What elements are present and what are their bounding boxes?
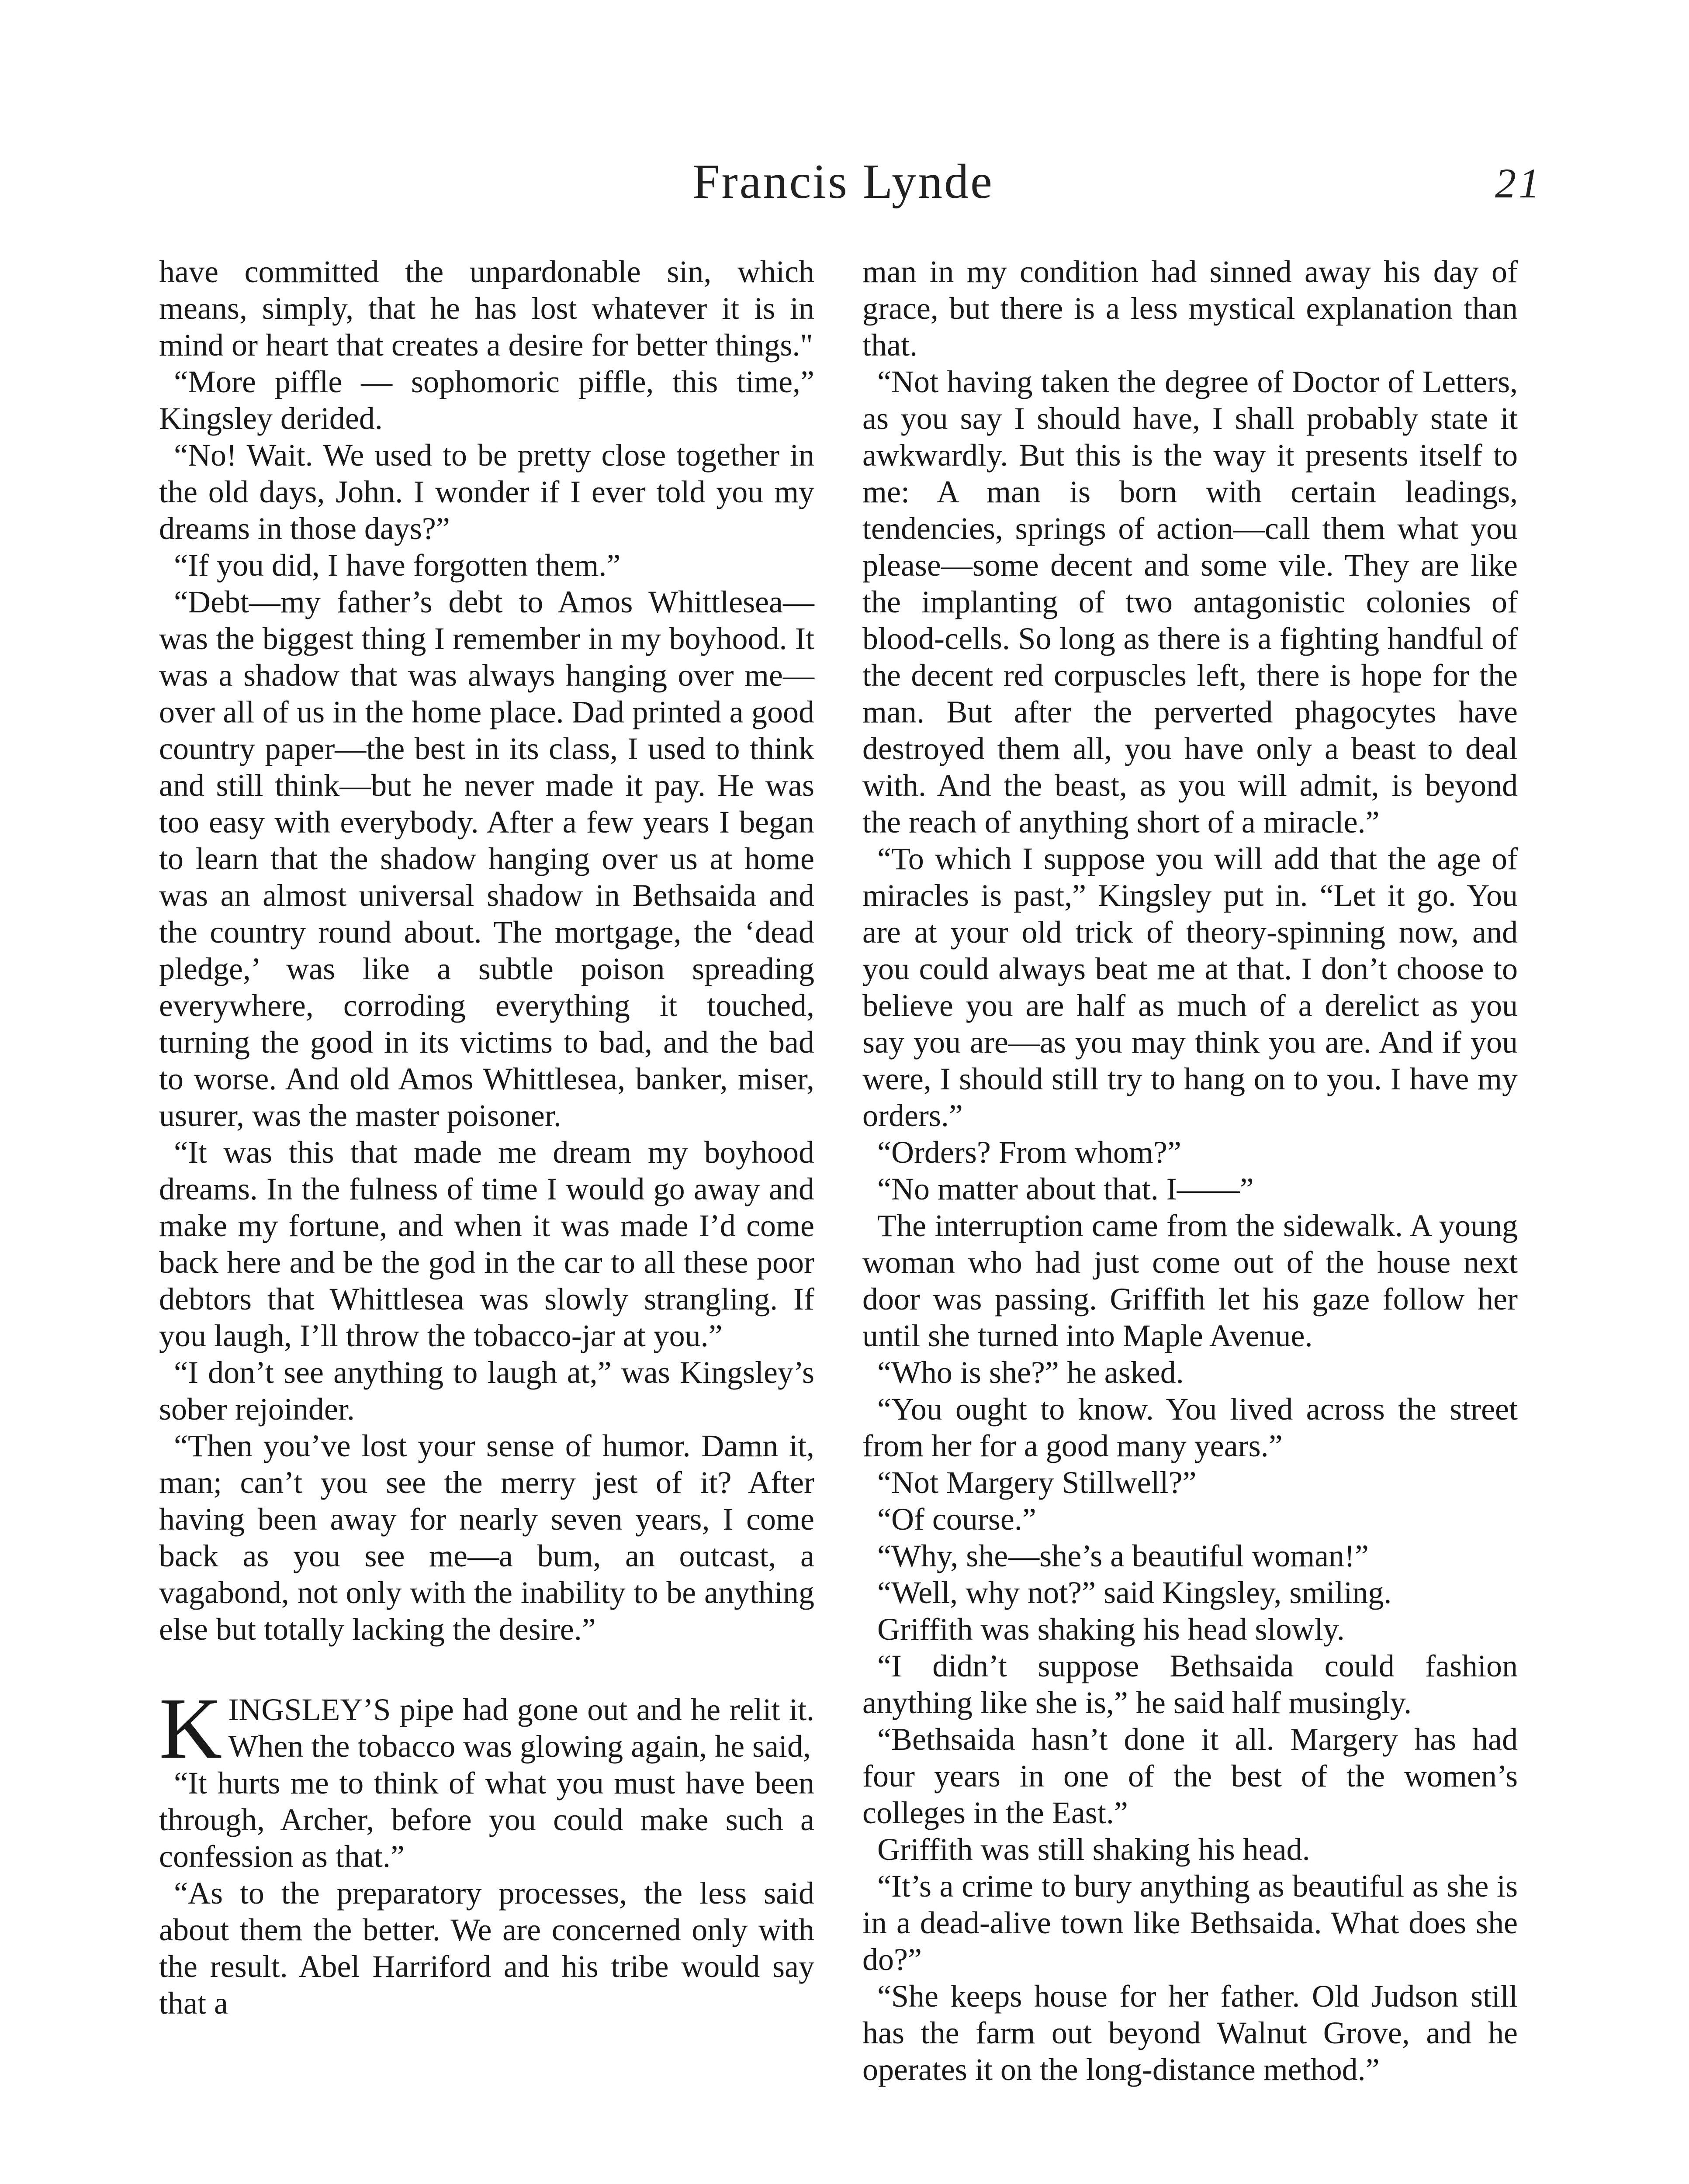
paragraph: “Of course.” [877,1502,1036,1537]
paragraph: “To which I suppose you will add that the age of miracles is past,” Kingsley put in. “Let it go. You are at your old trick of theory-spinning now, and you could always beat me at that. I don’t choose to believe you are half as much of a derelict as you say you are—as you may think you are. And if you were, I should still try to hang on to you. I have my orders.” [862,841,1518,1133]
section-opening-paragraph [159,1680,814,1777]
left-column [159,253,814,2022]
paragraph: “More piffle — sophomoric piffle, this time,” Kingsley derided. [159,364,814,436]
running-header-author: Francis Lynde [692,155,994,209]
drop-cap: K [159,1680,222,1777]
paragraph: “Not Margery Stillwell?” [877,1465,1197,1500]
right-column [862,253,1518,2088]
paragraph: “I don’t see anything to laugh at,” was Kingsley’s sober rejoinder. [159,1355,814,1427]
paragraph: “It was this that made me dream my boyhood dreams. In the fulness of time I would go away and make my fortune, and when it was made I’d come back here and be the god in the car to all these poor debtors that Whittlesea was slowly strangling. If you laugh, I’ll throw the tobacco-jar at you.” [159,1135,814,1353]
paragraph: “It’s a crime to bury anything as beautiful as she is in a dead-alive town like Bethsaida. What does she do?” [862,1869,1518,1977]
paragraph: “Orders? From whom?” [877,1135,1181,1170]
paragraph: have committed the unpardonable sin, which means, simply, that he has lost whatever it is in mind or heart that creates a desire for better things." [159,254,814,363]
paragraph: “No! Wait. We used to be pretty close together in the old days, John. I wonder if I ever told you my dreams in those days?” [159,438,814,546]
paragraph: The interruption came from the sidewalk. A young woman who had just come out of the house next door was passing. Griffith let his gaze follow her until she turned into Maple Avenue. [862,1208,1518,1353]
paragraph: “As to the preparatory processes, the less said about them the better. We are concerned only with the result. Abel Harriford and his tribe would say that a [159,1876,814,2021]
paragraph: “You ought to know. You lived across the street from her for a good many years.” [862,1392,1518,1463]
paragraph: “Who is she?” he asked. [877,1355,1184,1390]
paragraph: “Not having taken the degree of Doctor of Letters, as you say I should have, I shall probably state it awkwardly. But this is the way it presents itself to me: A man is born with certain leadings, tendencies, springs of action—call them what you please—some decent and some vile. They are like the implanting of two antagonistic colonies of blood-cells. So long as there is a fighting handful of the decent red corpuscles left, there is hope for the man. But after the perverted phagocytes have destroyed them all, you have only a beast to deal with. And the beast, as you will admit, is beyond the reach of anything short of a miracle.” [862,364,1518,840]
paragraph: Griffith was still shaking his head. [877,1832,1310,1867]
paragraph: “It hurts me to think of what you must have been through, Archer, before you could make such a confession as that.” [159,1766,814,1874]
paragraph: “Well, why not?” said Kingsley, smiling. [877,1575,1392,1610]
page-number: 21 [1495,160,1542,207]
paragraph: “Then you’ve lost your sense of humor. Damn it, man; can’t you see the merry jest of it? After having been away for nearly seven years, I come back as you see me—a bum, an outcast, a vagabond, not only with the inability to be anything else but totally lacking the desire.” [159,1428,814,1647]
paragraph: “Why, she—she’s a beautiful woman!” [877,1538,1369,1573]
paragraph-text: INGSLEY’S pipe had gone out and he relit it. When the tobacco was glowing again, he said, [228,1692,814,1764]
paragraph: man in my condition had sinned away his day of grace, but there is a less mystical explanation than that. [862,254,1518,363]
paragraph: “She keeps house for her father. Old Judson still has the farm out beyond Walnut Grove, and he operates it on the long-distance method.” [862,1979,1518,2087]
paragraph: “If you did, I have forgotten them.” [174,548,621,583]
paragraph: Griffith was shaking his head slowly. [877,1612,1345,1647]
paragraph: “Bethsaida hasn’t done it all. Margery has had four years in one of the best of the women’s colleges in the East.” [862,1722,1518,1830]
paragraph: “No matter about that. I——” [877,1171,1254,1206]
paragraph: “I didn’t suppose Bethsaida could fashion anything like she is,” he said half musingly. [862,1648,1518,1720]
paragraph: “Debt—my father’s debt to Amos Whittlesea—was the biggest thing I remember in my boyhood. It was a shadow that was always hanging over me—over all of us in the home place. Dad printed a good country paper—the best in its class, I used to think and still think—but he never made it pay. He was too easy with everybody. After a few years I began to learn that the shadow hanging over us at home was an almost universal shadow in Bethsaida and the country round about. The mortgage, the ‘dead pledge,’ was like a subtle poison spreading everywhere, corroding everything it touched, turning the good in its victims to bad, and the bad to worse. And old Amos Whittlesea, banker, miser, usurer, was the master poisoner. [159,584,814,1133]
